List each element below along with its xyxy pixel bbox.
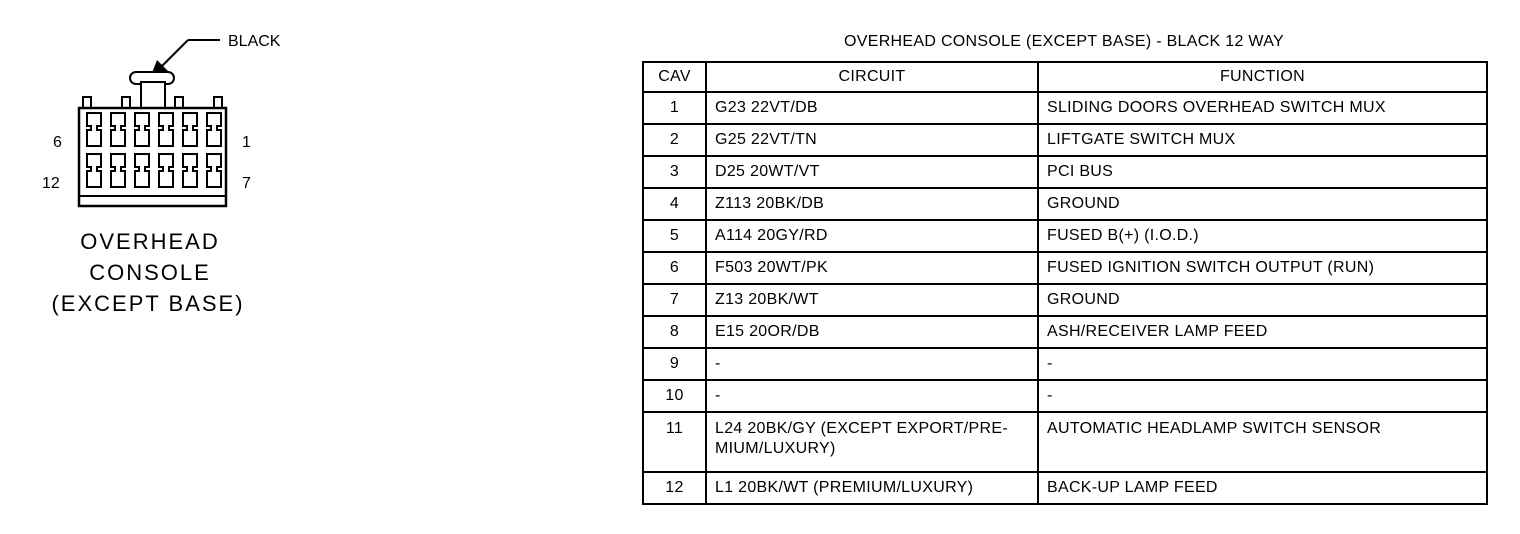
cav-cell: 2 xyxy=(643,124,706,156)
circuit-cell xyxy=(706,412,1038,472)
pinout-table xyxy=(642,61,1488,505)
function-cell: LIFTGATE SWITCH MUX xyxy=(1038,124,1487,156)
table-row xyxy=(643,380,1487,412)
cav-cell: 11 xyxy=(643,412,706,472)
table-row xyxy=(643,472,1487,504)
circuit-cell: G25 22VT/TN xyxy=(706,124,1038,156)
table-header-row xyxy=(643,62,1487,92)
connector-caption-line1: OVERHEAD xyxy=(80,229,220,254)
circuit-cell: G23 22VT/DB xyxy=(706,92,1038,124)
cav-cell: 9 xyxy=(643,348,706,380)
connector-caption-line3: (EXCEPT BASE) xyxy=(51,291,245,316)
circuit-cell: L1 20BK/WT (PREMIUM/LUXURY) xyxy=(706,472,1038,504)
cav-cell: 12 xyxy=(643,472,706,504)
circuit-cell: - xyxy=(706,380,1038,412)
circuit-cell: D25 20WT/VT xyxy=(706,156,1038,188)
function-cell: ASH/RECEIVER LAMP FEED xyxy=(1038,316,1487,348)
function-cell: AUTOMATIC HEADLAMP SWITCH SENSOR xyxy=(1038,412,1487,472)
circuit-cell: A114 20GY/RD xyxy=(706,220,1038,252)
circuit-cell: F503 20WT/PK xyxy=(706,252,1038,284)
cav-cell: 10 xyxy=(643,380,706,412)
pin-label-bottom-right: 7 xyxy=(242,175,251,192)
cav-cell: 4 xyxy=(643,188,706,220)
cav-cell: 8 xyxy=(643,316,706,348)
table-row xyxy=(643,348,1487,380)
circuit-cell: E15 20OR/DB xyxy=(706,316,1038,348)
function-cell: BACK-UP LAMP FEED xyxy=(1038,472,1487,504)
function-cell: FUSED IGNITION SWITCH OUTPUT (RUN) xyxy=(1038,252,1487,284)
cav-cell: 7 xyxy=(643,284,706,316)
table-row xyxy=(643,156,1487,188)
function-cell: - xyxy=(1038,380,1487,412)
circuit-cell: Z113 20BK/DB xyxy=(706,188,1038,220)
circuit-line: MIUM/LUXURY) xyxy=(715,440,836,457)
cav-cell: 6 xyxy=(643,252,706,284)
cav-cell: 1 xyxy=(643,92,706,124)
table-title: OVERHEAD CONSOLE (EXCEPT BASE) - BLACK 12 WAY xyxy=(844,33,1284,50)
circuit-cell: - xyxy=(706,348,1038,380)
pin-label-top-right: 1 xyxy=(242,134,251,151)
table-row xyxy=(643,252,1487,284)
pin-label-top-left: 6 xyxy=(53,134,62,151)
function-cell: GROUND xyxy=(1038,284,1487,316)
table-row xyxy=(643,412,1487,472)
connector-diagram xyxy=(0,0,600,534)
function-cell: PCI BUS xyxy=(1038,156,1487,188)
table-row xyxy=(643,220,1487,252)
function-cell: FUSED B(+) (I.O.D.) xyxy=(1038,220,1487,252)
table-row xyxy=(643,92,1487,124)
table-row xyxy=(643,316,1487,348)
connector-caption-line2: CONSOLE xyxy=(89,260,211,285)
function-cell: SLIDING DOORS OVERHEAD SWITCH MUX xyxy=(1038,92,1487,124)
function-cell: - xyxy=(1038,348,1487,380)
table-row xyxy=(643,124,1487,156)
pin-label-bottom-left: 12 xyxy=(42,175,60,192)
function-cell: GROUND xyxy=(1038,188,1487,220)
locking-tab xyxy=(130,72,174,108)
color-label: BLACK xyxy=(228,33,281,50)
circuit-cell: Z13 20BK/WT xyxy=(706,284,1038,316)
cav-cell: 5 xyxy=(643,220,706,252)
circuit-line: L24 20BK/GY (EXCEPT EXPORT/PRE- xyxy=(715,420,1008,437)
header-function: FUNCTION xyxy=(1038,62,1487,92)
header-cav: CAV xyxy=(643,62,706,92)
table-row xyxy=(643,188,1487,220)
header-circuit: CIRCUIT xyxy=(706,62,1038,92)
cav-cell: 3 xyxy=(643,156,706,188)
table-row xyxy=(643,284,1487,316)
